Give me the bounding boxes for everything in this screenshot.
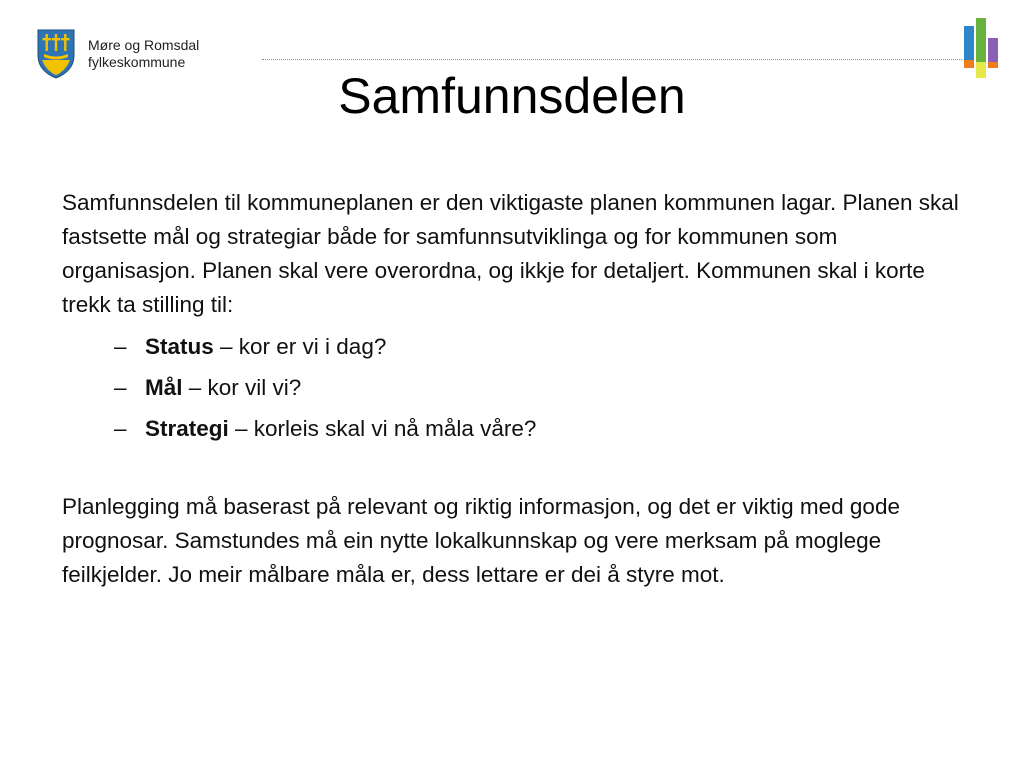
- bullet-dash: –: [114, 375, 127, 400]
- header-divider: [262, 59, 962, 60]
- logo-line-2: fylkeskommune: [88, 54, 186, 70]
- bullet-term: Strategi: [145, 416, 229, 441]
- bullet-item-status: [62, 330, 972, 364]
- bullet-text: – kor er vi i dag?: [213, 334, 387, 359]
- bullet-list: [62, 330, 972, 446]
- bullet-term: Mål: [145, 375, 183, 400]
- slide-title: Samfunnsdelen: [338, 68, 686, 124]
- intro-paragraph: Samfunnsdelen til kommuneplanen er den viktigaste planen kommunen lagar. Planen skal fastsette mål og strategiar både for samfunnsutviklinga og for kommunen som organisasjon. Planen skal vere overordna, og ikkje for detaljert. Kommunen skal i korte trekk ta stilling til:: [62, 190, 959, 317]
- bullet-item-strategi: [62, 412, 972, 446]
- bullet-item-maal: [62, 371, 972, 405]
- bullet-dash: –: [114, 416, 127, 441]
- planning-paragraph: Planlegging må baserast på relevant og riktig informasjon, og det er viktig med gode prognosar. Samstundes må ein nytte lokalkunnskap og vere merksam på moglege feilkjelder. Jo meir målbare måla er, dess lettare er dei å styre mot.: [62, 494, 900, 587]
- logo-line-1: Møre og Romsdal: [88, 37, 200, 53]
- bullet-text: – kor vil vi?: [182, 375, 302, 400]
- bullet-text: – korleis skal vi nå måla våre?: [228, 416, 537, 441]
- bullet-dash: –: [114, 334, 127, 359]
- bullet-term: Status: [145, 334, 214, 359]
- slide-body: [62, 186, 972, 592]
